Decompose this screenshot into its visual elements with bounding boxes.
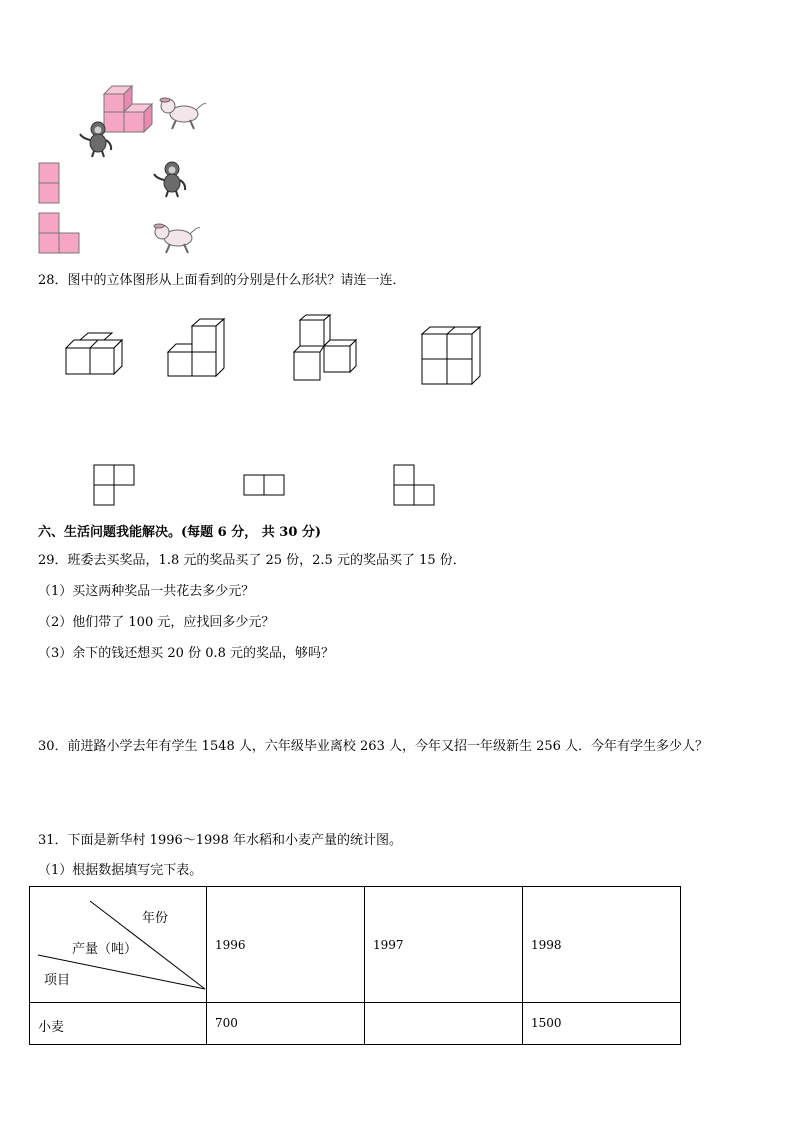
table-header-year [365,887,523,1003]
table-cell [523,1003,681,1045]
top-view-2 [243,474,287,498]
solid-figure-2 [166,318,230,380]
table-header-year [207,887,365,1003]
table-header-year [523,887,681,1003]
year-label: 1997 [373,938,404,952]
dog-icon [158,96,208,132]
question-29-sub3: （3）余下的钱还想买 20 份 0.8 元的奖品，够吗？ [38,646,335,661]
header-item-label: 项目 [44,973,71,988]
year-label: 1996 [215,938,246,952]
table-cell [207,1003,365,1045]
cell-value: 700 [215,1016,238,1030]
question-31: 31．下面是新华村 1996～1998 年水稻和小麦产量的统计图。 [38,833,402,848]
solid-figure-4 [420,326,484,388]
question-29: 29．班委去买奖品，1.8 元的奖品买了 25 份，2.5 元的奖品买了 15 份． [38,553,466,568]
table-cell-blank[interactable] [365,1003,523,1045]
year-label: 1998 [531,938,562,952]
monkey-icon [78,120,114,158]
table-row-item [30,1003,207,1045]
header-unit-label: 产量（吨） [72,942,138,957]
solid-figure-1 [64,332,128,378]
header-year-label: 年份 [142,911,169,926]
data-table [29,886,681,1045]
top-view-3 [393,464,437,508]
question-28: 28．图中的立体图形从上面看到的分别是什么形状？请连一连． [38,273,406,288]
question-31-sub1: （1）根据数据填写完下表。 [38,863,203,878]
question-30: 30．前进路小学去年有学生 1548 人，六年级毕业离校 263 人，今年又招一年级新生 256 人．今年有学生多少人？ [38,739,709,754]
question-29-sub2: （2）他们带了 100 元，应找回多少元？ [38,615,275,630]
solid-figure-3 [292,314,362,382]
table-header-diagonal-cell [30,887,207,1003]
top-view-1 [93,464,137,508]
dog-icon [152,220,202,256]
cell-value: 1500 [531,1016,562,1030]
question-29-sub1: （1）买这两种奖品一共花去多少元？ [38,584,255,599]
row-label: 小麦 [38,1020,65,1035]
section-heading: 六、生活问题我能解决。(每题 6 分， 共 30 分) [38,525,322,540]
pink-view-l-shape [38,212,84,256]
monkey-icon [152,160,188,198]
pink-view-vertical [38,162,62,206]
